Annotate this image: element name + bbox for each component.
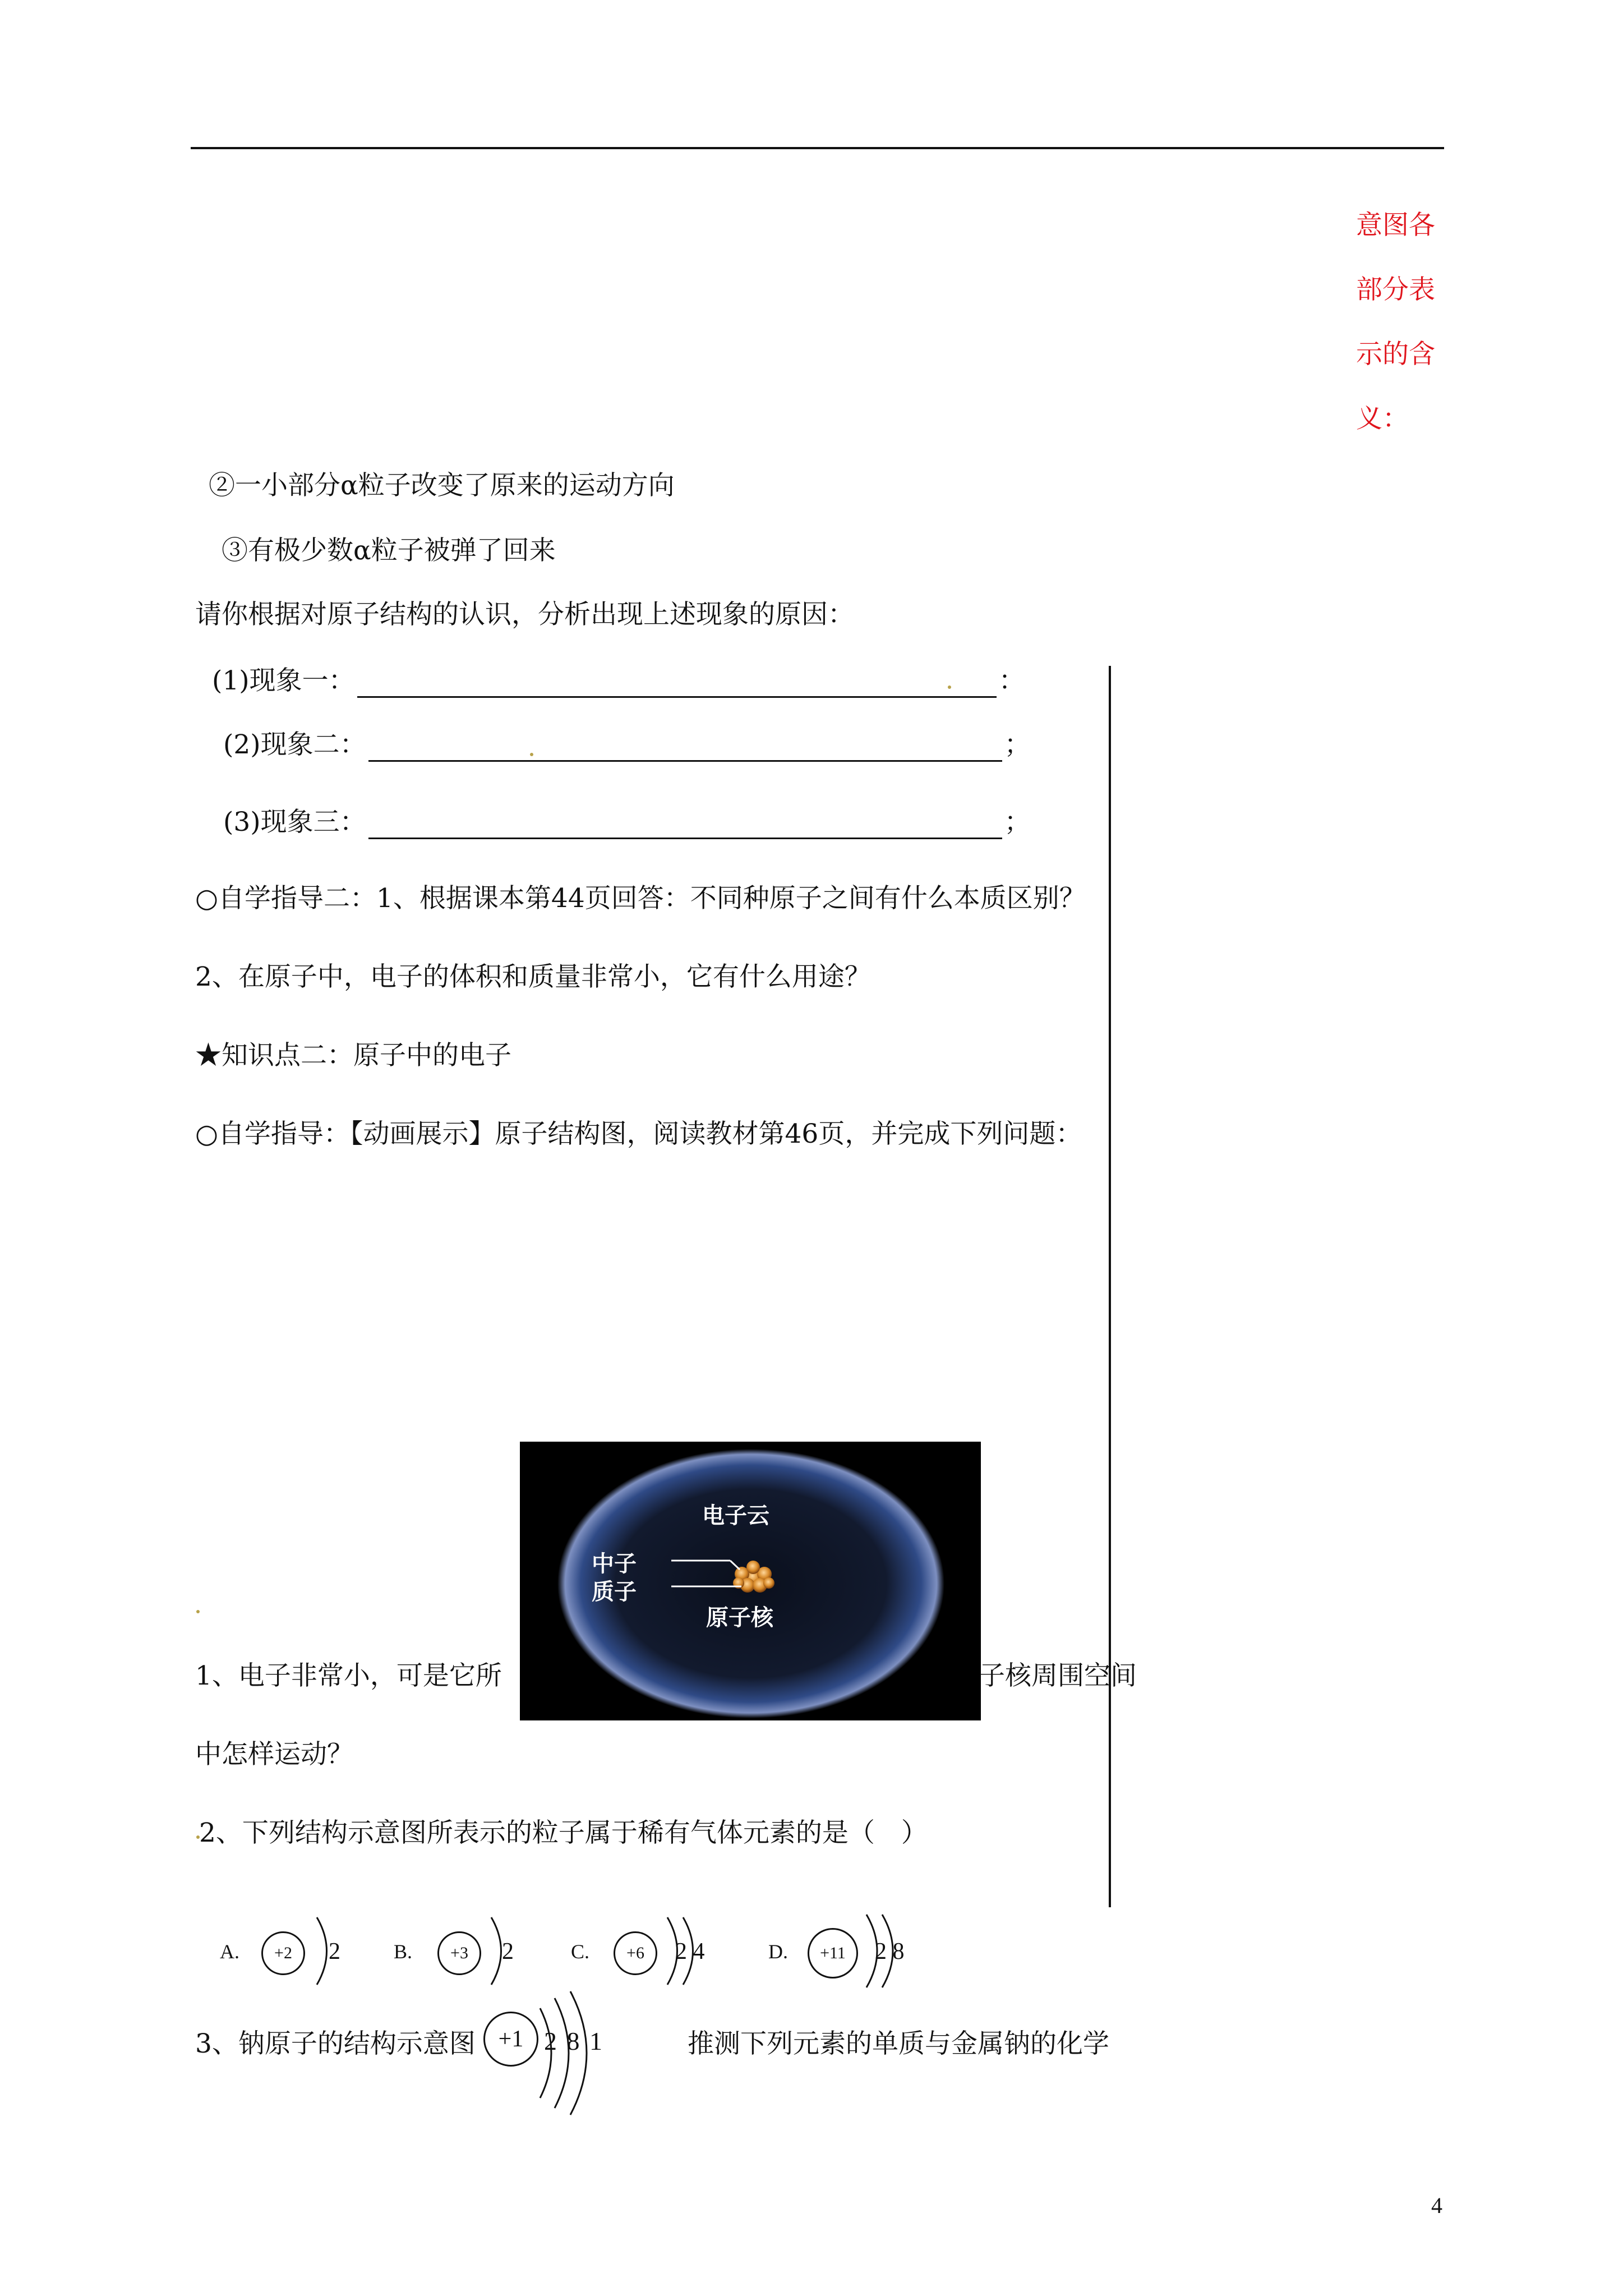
side-note-line: 义： bbox=[1356, 403, 1409, 434]
option-c-letter[interactable]: C. bbox=[571, 1940, 590, 1963]
nuclear-charge: +2 bbox=[274, 1944, 292, 1962]
blank-1 bbox=[212, 664, 1025, 698]
blank-end: ； bbox=[1004, 729, 1031, 760]
neutron-label: 中子 bbox=[592, 1551, 637, 1577]
question-sodium-end: 推测下列元素的单质与金属钠的化学 bbox=[688, 2028, 1109, 2059]
option-b-nucleus bbox=[437, 1931, 481, 1975]
analysis-prompt: 请你根据对原子结构的认识，分析出现上述现象的原因： bbox=[195, 599, 854, 630]
question-noble-gas: 2、下列结构示意图所表示的粒子属于稀有气体元素的是（ ） bbox=[199, 1818, 928, 1848]
header-rule bbox=[191, 147, 1444, 149]
question-electron-motion-start: 1、电子非常小，可是它所 bbox=[195, 1660, 502, 1691]
option-b-electrons: 2 bbox=[502, 1939, 514, 1964]
blank-3 bbox=[223, 806, 1031, 839]
nucleus-label: 原子核 bbox=[706, 1605, 773, 1631]
option-a-electrons: 2 bbox=[329, 1939, 340, 1964]
nuclear-charge: +11 bbox=[820, 1944, 846, 1962]
nuclear-charge: +3 bbox=[450, 1944, 468, 1962]
page-number: 4 bbox=[1431, 2193, 1442, 2218]
side-note-line: 意图各 bbox=[1356, 210, 1435, 241]
answer-line[interactable] bbox=[368, 735, 1002, 762]
nuclear-charge: +6 bbox=[626, 1944, 644, 1962]
speck bbox=[948, 685, 951, 689]
proton-label: 质子 bbox=[592, 1579, 637, 1605]
option-d-electrons: 2 8 bbox=[875, 1939, 905, 1964]
question-usage: 2、在原子中，电子的体积和质量非常小，它有什么用途？ bbox=[195, 961, 871, 992]
option-c-nucleus bbox=[614, 1931, 657, 1975]
blank-label: (1)现象一： bbox=[212, 665, 355, 696]
observation-3: ③有极少数α粒子被弹了回来 bbox=[222, 535, 556, 566]
nuclear-charge: +1 bbox=[498, 2026, 524, 2052]
option-a-nucleus bbox=[261, 1931, 305, 1975]
side-note bbox=[1356, 209, 1451, 436]
electron-cloud-label: 电子云 bbox=[702, 1503, 769, 1529]
sodium-nucleus bbox=[483, 2012, 538, 2067]
option-c-electrons: 2 4 bbox=[675, 1939, 705, 1964]
question-sodium-start: 3、钠原子的结构示意图 bbox=[195, 2028, 476, 2059]
blank-end: ； bbox=[1004, 807, 1031, 838]
option-b-letter[interactable]: B. bbox=[394, 1940, 413, 1963]
side-note-line: 部分表 bbox=[1356, 274, 1435, 305]
answer-line[interactable] bbox=[357, 671, 997, 698]
observation-2: ②一小部分α粒子改变了原来的运动方向 bbox=[209, 470, 675, 501]
side-note-line: 示的含 bbox=[1356, 339, 1435, 370]
electron-cloud-graphic bbox=[520, 1442, 981, 1720]
blank-end: ： bbox=[998, 665, 1025, 696]
blank-label: (3)现象三： bbox=[223, 807, 366, 838]
atom-structure-image bbox=[520, 1442, 981, 1720]
option-d-nucleus bbox=[808, 1928, 858, 1978]
self-study-guide-3: ○自学指导：【动画展示】原子结构图，阅读教材第46页，并完成下列问题： bbox=[195, 1119, 1082, 1149]
self-study-guide-2: ○自学指导二：1、根据课本第44页回答：不同种原子之间有什么本质区别？ bbox=[195, 883, 1086, 914]
knowledge-point-2: ★知识点二：原子中的电子 bbox=[195, 1040, 511, 1071]
blank-2 bbox=[223, 728, 1031, 762]
option-d-letter[interactable]: D. bbox=[768, 1940, 788, 1963]
blank-label: (2)现象二： bbox=[223, 729, 366, 760]
speck bbox=[196, 1610, 200, 1613]
answer-line[interactable] bbox=[368, 813, 1002, 839]
column-divider bbox=[1109, 666, 1111, 1907]
speck bbox=[530, 753, 533, 756]
sodium-electrons: 2 8 1 bbox=[544, 2027, 602, 2055]
question-electron-motion-line2: 中怎样运动？ bbox=[195, 1739, 353, 1770]
option-a-letter[interactable]: A. bbox=[220, 1940, 239, 1963]
question-electron-motion-end: 子核周围空间 bbox=[979, 1660, 1137, 1691]
